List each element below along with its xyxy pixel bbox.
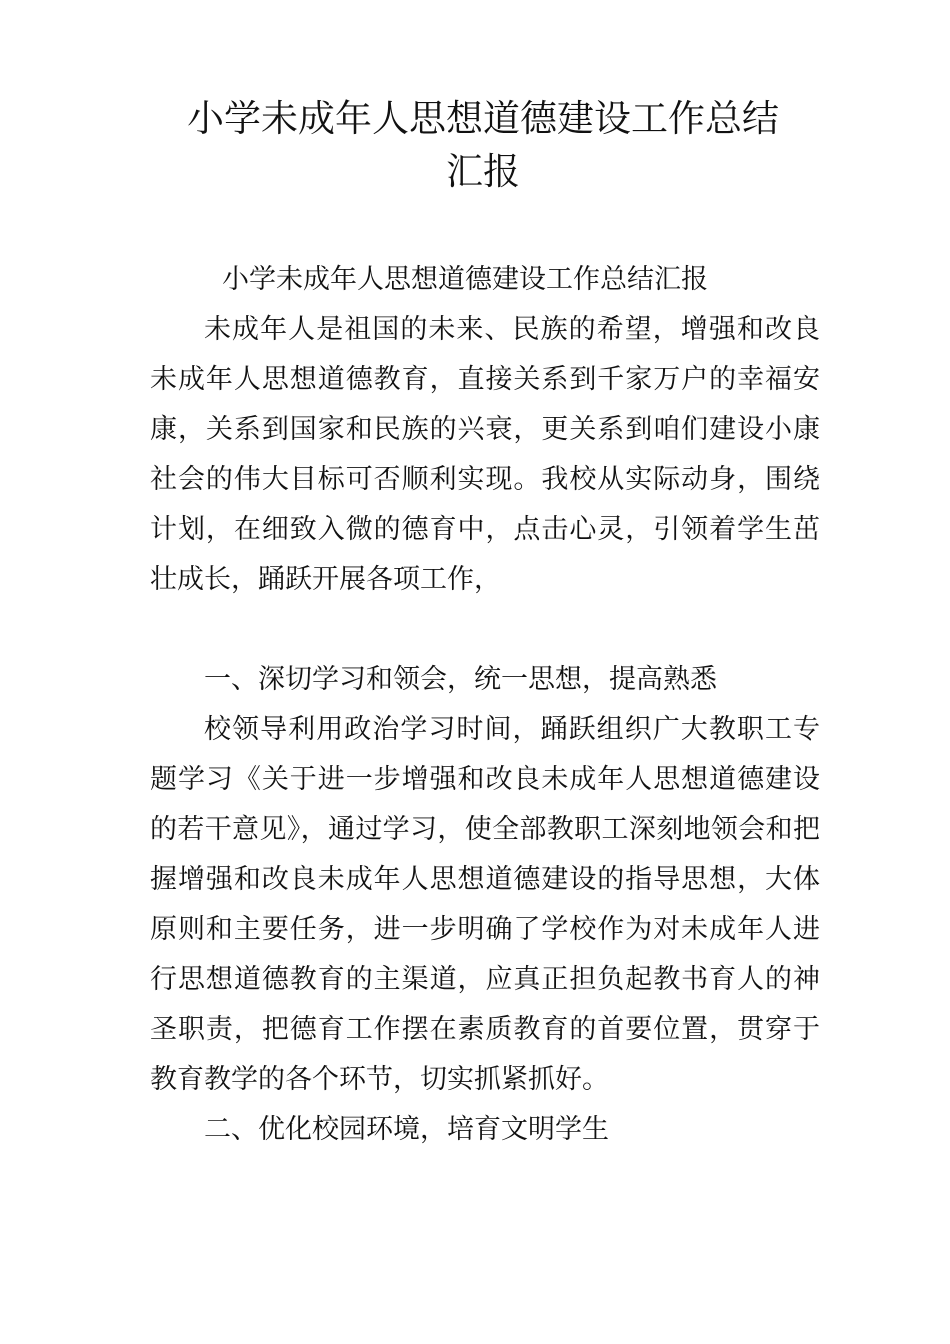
section-heading-2: 二、优化校园环境，培育文明学生 [204, 1114, 609, 1145]
section-1-paragraph: 校领导利用政治学习时间，踊跃组织广大教职工专题学习《关于进一步增强和改良未成年人思想道德建设的若干意见》，通过学习，使全部教职工深刻地领会和把握增强和改良未成年人思想道德建设的指导思想，大体原则和主要任务，进一步明确了学校作为对未成年人进行思想道德教育的主渠道，应真正担负起教书育人的神圣职责，把德育工作摆在素质教育的首要位置，贯穿于教育教学的各个环节，切实抓紧抓好。 [150, 714, 820, 1095]
intro-paragraph: 未成年人是祖国的未来、民族的希望，增强和改良未成年人思想道德教育，直接关系到千家万户的幸福安康，关系到国家和民族的兴衰，更关系到咱们建设小康社会的伟大目标可否顺利实现。我校从实际动身，围绕计划，在细致入微的德育中，点击心灵，引领着学生茁壮成长，踊跃开展各项工作， [150, 314, 820, 595]
title-line-2: 汇报 [446, 150, 520, 193]
document-body [150, 255, 820, 1155]
paragraph-spacer [150, 605, 820, 655]
document-subtitle: 小学未成年人思想道德建设工作总结汇报 [222, 264, 708, 295]
document-title [150, 92, 816, 198]
title-line-1: 小学未成年人思想道德建设工作总结 [187, 97, 779, 140]
section-heading-1: 一、深切学习和领会，统一思想，提高熟悉 [204, 664, 717, 695]
